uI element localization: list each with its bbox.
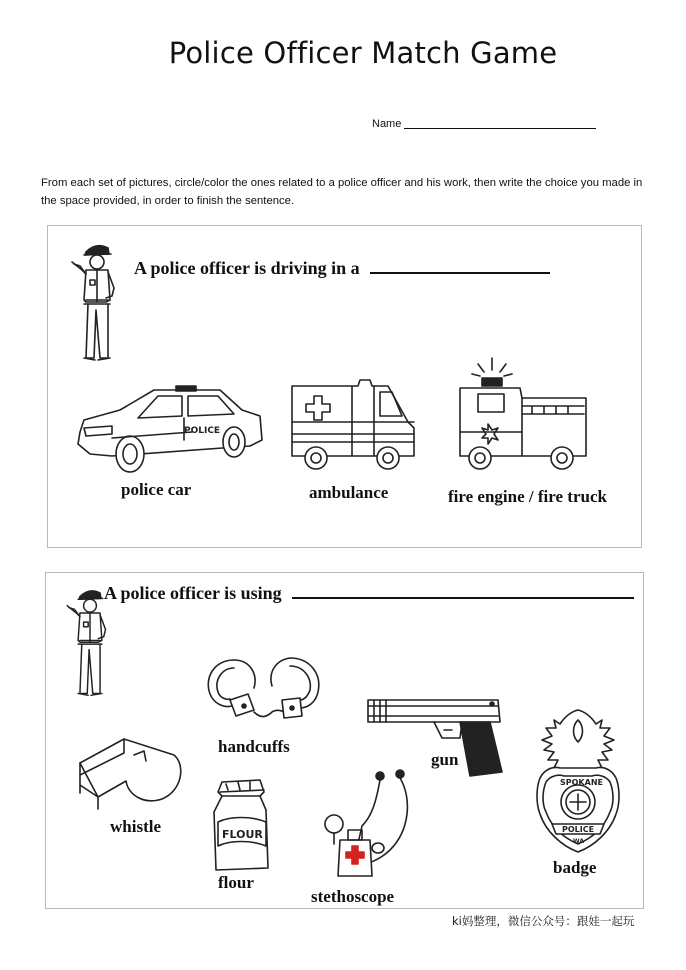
stethoscope-icon [316,768,426,886]
label-ambulance: ambulance [309,483,389,502]
label-whistle: whistle [110,817,161,836]
label-police-car: police car [121,480,192,499]
label-flour: flour [218,873,254,892]
badge-icon [530,706,626,856]
section2-answer-blank[interactable] [292,597,634,599]
footer-credit: ki妈整理，微信公众号：跟娃一起玩 [452,914,635,928]
name-field-line[interactable] [404,128,596,129]
instructions-text: From each set of pictures, circle/color the ones related to a police officer and his work, then write the choice you made in the space provided, in order to finish the sentence. [41,177,643,207]
handcuffs-icon [200,652,328,736]
label-stethoscope: stethoscope [311,887,395,906]
badge-bottom-text: WA [573,838,584,845]
label-gun: gun [431,750,459,769]
section1-answer-blank[interactable] [370,272,550,274]
fire-truck-icon [452,358,592,478]
name-label: Name [372,118,402,130]
flour-bag-icon [208,776,274,874]
police-officer-icon [62,240,132,370]
police-car-text: POLICE [184,426,221,436]
ambulance-icon [288,372,418,482]
police-car-icon [72,382,267,477]
label-badge: badge [553,858,597,877]
badge-top-text: SPOKANE [560,778,603,787]
page-title: Police Officer Match Game [168,36,558,70]
whistle-icon [74,735,186,815]
badge-mid-text: POLICE [562,825,595,834]
label-handcuffs: handcuffs [218,737,290,756]
section2-sentence: A police officer is using [104,583,282,603]
flour-bag-text: FLOUR [222,828,263,841]
label-fire-truck: fire engine / fire truck [448,487,607,506]
section1-sentence: A police officer is driving in a [134,258,360,278]
